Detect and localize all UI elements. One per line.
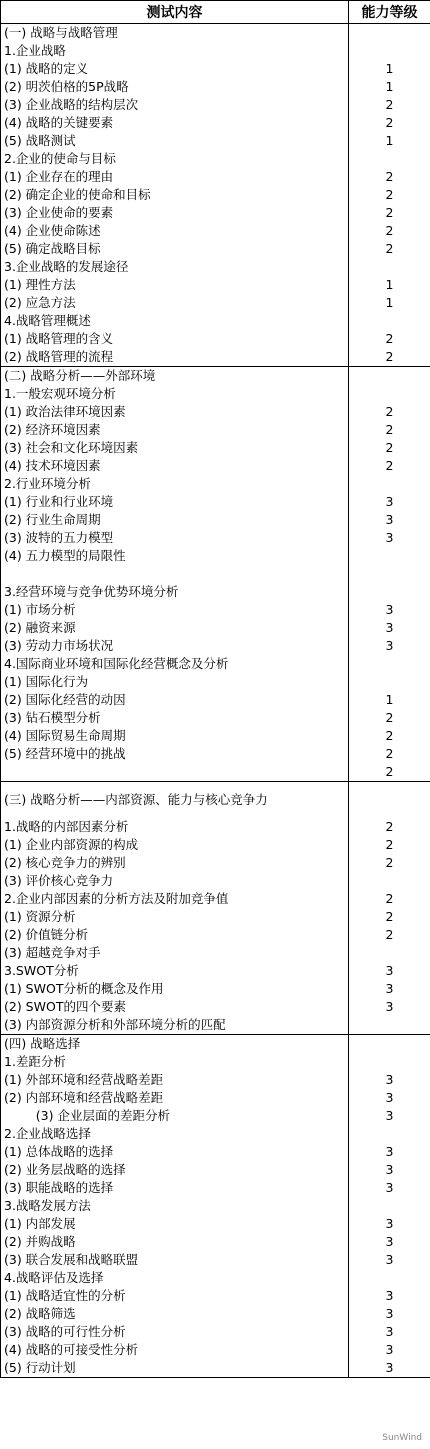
- table-row: [1, 204, 430, 222]
- row-level: 3: [349, 1107, 430, 1125]
- row-content: (2) 并购战略: [1, 1233, 349, 1251]
- table-row: [1, 1016, 430, 1035]
- table-body: [1, 24, 430, 1378]
- row-level: [349, 150, 430, 168]
- row-content: 3.战略发展方法: [1, 1197, 349, 1215]
- table-row: [1, 872, 430, 890]
- row-content: 3.SWOT分析: [1, 962, 349, 980]
- row-content: (4) 五力模型的局限性: [1, 547, 349, 565]
- row-level: 3: [349, 1161, 430, 1179]
- row-content: (3) 内部资源分析和外部环境分析的匹配: [1, 1016, 349, 1035]
- table-row: [1, 1251, 430, 1269]
- row-level: 1: [349, 276, 430, 294]
- table-row: [1, 1233, 430, 1251]
- row-level: 3: [349, 980, 430, 998]
- table-row: [1, 1197, 430, 1215]
- row-content: (3) 评价核心竞争力: [1, 872, 349, 890]
- table-row: [1, 565, 430, 583]
- row-content: (5) 确定战略目标: [1, 240, 349, 258]
- table-row: [1, 1287, 430, 1305]
- row-content: (5) 行动计划: [1, 1359, 349, 1378]
- table-row: [1, 890, 430, 908]
- row-content: (1) 企业存在的理由: [1, 168, 349, 186]
- row-content: (3) 联合发展和战略联盟: [1, 1251, 349, 1269]
- row-level: [349, 583, 430, 601]
- row-content: 4.战略管理概述: [1, 312, 349, 330]
- table-row: [1, 709, 430, 727]
- row-level: 3: [349, 1143, 430, 1161]
- table-row: [1, 96, 430, 114]
- row-level: 2: [349, 168, 430, 186]
- row-level: 2: [349, 240, 430, 258]
- row-content: (二) 战略分析——外部环境: [1, 367, 349, 386]
- row-level: 3: [349, 1233, 430, 1251]
- row-content: (一) 战略与战略管理: [1, 24, 349, 43]
- row-level: 3: [349, 1323, 430, 1341]
- row-level: 2: [349, 186, 430, 204]
- row-content: 3.经营环境与竞争优势环境分析: [1, 583, 349, 601]
- row-content: (2) SWOT的四个要素: [1, 998, 349, 1016]
- table-row: [1, 475, 430, 493]
- table-row: [1, 1107, 430, 1125]
- table-row: [1, 367, 430, 386]
- table-row: [1, 673, 430, 691]
- table-row: [1, 186, 430, 204]
- row-level: 2: [349, 908, 430, 926]
- table-row: [1, 78, 430, 96]
- row-content: (1) SWOT分析的概念及作用: [1, 980, 349, 998]
- table-row: [1, 457, 430, 475]
- table-row: [1, 1341, 430, 1359]
- table-row: [1, 276, 430, 294]
- header-content: 测试内容: [1, 1, 349, 24]
- table-row: [1, 1143, 430, 1161]
- row-level: [349, 385, 430, 403]
- row-content: (2) 内部环境和经营战略差距: [1, 1089, 349, 1107]
- row-level: 2: [349, 890, 430, 908]
- table-row: [1, 511, 430, 529]
- row-level: 2: [349, 330, 430, 348]
- table-header-row: [1, 1, 430, 24]
- row-level: [349, 475, 430, 493]
- row-level: 2: [349, 763, 430, 782]
- table-row: [1, 818, 430, 836]
- row-level: [349, 872, 430, 890]
- row-level: 1: [349, 691, 430, 709]
- table-row: [1, 1161, 430, 1179]
- table-row: [1, 1035, 430, 1054]
- table-row: [1, 854, 430, 872]
- table-row: [1, 168, 430, 186]
- row-level: [349, 1035, 430, 1054]
- row-level: 3: [349, 601, 430, 619]
- row-level: 2: [349, 439, 430, 457]
- table-row: [1, 403, 430, 421]
- row-level: 3: [349, 1251, 430, 1269]
- table-row: [1, 763, 430, 782]
- table-row: [1, 330, 430, 348]
- table-row: [1, 421, 430, 439]
- row-content: 3.企业战略的发展途径: [1, 258, 349, 276]
- row-content: 4.国际商业环境和国际化经营概念及分析: [1, 655, 349, 673]
- table-row: [1, 583, 430, 601]
- row-content: 2.行业环境分析: [1, 475, 349, 493]
- table-row: [1, 222, 430, 240]
- table-row: [1, 619, 430, 637]
- table-row: [1, 926, 430, 944]
- row-content: (2) 行业生命周期: [1, 511, 349, 529]
- table-row: [1, 348, 430, 367]
- row-level: [349, 655, 430, 673]
- row-level: [349, 312, 430, 330]
- table-row: [1, 1179, 430, 1197]
- row-level: 2: [349, 457, 430, 475]
- row-content: (4) 国际贸易生命周期: [1, 727, 349, 745]
- row-level: 2: [349, 709, 430, 727]
- row-level: 3: [349, 1071, 430, 1089]
- table-row: [1, 637, 430, 655]
- row-content: (3) 职能战略的选择: [1, 1179, 349, 1197]
- table-row: [1, 1125, 430, 1143]
- row-level: 2: [349, 421, 430, 439]
- row-content: [1, 763, 349, 782]
- table-row: [1, 1071, 430, 1089]
- row-level: [349, 258, 430, 276]
- row-level: 3: [349, 529, 430, 547]
- row-level: [349, 1269, 430, 1287]
- row-content: (3) 战略的可行性分析: [1, 1323, 349, 1341]
- row-content: [1, 565, 349, 583]
- row-content: 1.战略的内部因素分析: [1, 818, 349, 836]
- row-content: 1.企业战略: [1, 42, 349, 60]
- row-content: 2.企业战略选择: [1, 1125, 349, 1143]
- header-level: 能力等级: [349, 1, 430, 24]
- table-row: [1, 962, 430, 980]
- row-content: (2) 战略筛选: [1, 1305, 349, 1323]
- table-row: [1, 132, 430, 150]
- row-content: (4) 技术环境因素: [1, 457, 349, 475]
- row-level: 3: [349, 1089, 430, 1107]
- row-content: (1) 企业内部资源的构成: [1, 836, 349, 854]
- table-row: [1, 150, 430, 168]
- row-level: 2: [349, 403, 430, 421]
- table-row: [1, 727, 430, 745]
- row-level: 1: [349, 60, 430, 78]
- row-level: 3: [349, 1341, 430, 1359]
- row-level: 2: [349, 727, 430, 745]
- row-level: 1: [349, 132, 430, 150]
- table-row: [1, 782, 430, 819]
- row-content: (2) 经济环境因素: [1, 421, 349, 439]
- table-row: [1, 998, 430, 1016]
- row-level: 2: [349, 222, 430, 240]
- table-row: [1, 1359, 430, 1378]
- row-level: 2: [349, 836, 430, 854]
- table-row: [1, 385, 430, 403]
- row-level: 3: [349, 962, 430, 980]
- table-row: [1, 439, 430, 457]
- row-level: 3: [349, 1179, 430, 1197]
- row-content: (1) 理性方法: [1, 276, 349, 294]
- row-level: 2: [349, 818, 430, 836]
- row-level: 1: [349, 294, 430, 312]
- row-content: (三) 战略分析——内部资源、能力与核心竞争力: [1, 782, 349, 819]
- row-content: (3) 企业使命的要素: [1, 204, 349, 222]
- row-content: (2) 价值链分析: [1, 926, 349, 944]
- row-level: [349, 1125, 430, 1143]
- row-level: [349, 565, 430, 583]
- table-row: [1, 908, 430, 926]
- table-row: [1, 312, 430, 330]
- row-content: (2) 明茨伯格的5P战略: [1, 78, 349, 96]
- row-content: (5) 经营环境中的挑战: [1, 745, 349, 763]
- table-row: [1, 1323, 430, 1341]
- table-row: [1, 258, 430, 276]
- row-content: (4) 战略的关键要素: [1, 114, 349, 132]
- row-content: (1) 资源分析: [1, 908, 349, 926]
- table-row: [1, 547, 430, 565]
- row-content: (2) 确定企业的使命和目标: [1, 186, 349, 204]
- row-level: [349, 1197, 430, 1215]
- row-content: (3) 劳动力市场状况: [1, 637, 349, 655]
- table-row: [1, 1215, 430, 1233]
- table-row: [1, 114, 430, 132]
- row-content: (1) 内部发展: [1, 1215, 349, 1233]
- row-content: (2) 国际化经营的动因: [1, 691, 349, 709]
- row-level: [349, 42, 430, 60]
- table-row: [1, 745, 430, 763]
- row-level: 3: [349, 493, 430, 511]
- row-level: 1: [349, 78, 430, 96]
- row-level: 2: [349, 348, 430, 367]
- table-row: [1, 60, 430, 78]
- row-level: [349, 367, 430, 386]
- row-level: [349, 944, 430, 962]
- table-row: [1, 529, 430, 547]
- row-content: (4) 企业使命陈述: [1, 222, 349, 240]
- row-level: 3: [349, 511, 430, 529]
- table-row: [1, 42, 430, 60]
- table-row: [1, 493, 430, 511]
- watermark: SunWind: [382, 1433, 422, 1443]
- row-level: 2: [349, 854, 430, 872]
- row-content: (1) 战略适宜性的分析: [1, 1287, 349, 1305]
- table-row: [1, 240, 430, 258]
- row-content: 1.一般宏观环境分析: [1, 385, 349, 403]
- table-row: [1, 691, 430, 709]
- row-content: (1) 战略的定义: [1, 60, 349, 78]
- table-row: [1, 836, 430, 854]
- row-content: (四) 战略选择: [1, 1035, 349, 1054]
- table-row: [1, 1269, 430, 1287]
- row-level: 3: [349, 1359, 430, 1378]
- row-content: (2) 应急方法: [1, 294, 349, 312]
- row-content: (2) 核心竞争力的辨别: [1, 854, 349, 872]
- table-row: [1, 1053, 430, 1071]
- row-content: (3) 波特的五力模型: [1, 529, 349, 547]
- row-level: 3: [349, 1215, 430, 1233]
- row-level: 2: [349, 745, 430, 763]
- table-row: [1, 980, 430, 998]
- row-content: 4.战略评估及选择: [1, 1269, 349, 1287]
- row-level: [349, 1016, 430, 1035]
- row-content: (2) 融资来源: [1, 619, 349, 637]
- row-level: 2: [349, 114, 430, 132]
- row-level: 3: [349, 998, 430, 1016]
- row-content: 2.企业内部因素的分析方法及附加竞争值: [1, 890, 349, 908]
- row-level: [349, 24, 430, 43]
- row-level: [349, 547, 430, 565]
- row-level: 2: [349, 96, 430, 114]
- row-content: (1) 政治法律环境因素: [1, 403, 349, 421]
- row-level: [349, 782, 430, 819]
- row-level: [349, 1053, 430, 1071]
- row-content: (1) 行业和行业环境: [1, 493, 349, 511]
- row-content: (2) 业务层战略的选择: [1, 1161, 349, 1179]
- row-content: (1) 市场分析: [1, 601, 349, 619]
- row-content: (3) 钻石模型分析: [1, 709, 349, 727]
- row-content: (1) 外部环境和经营战略差距: [1, 1071, 349, 1089]
- table-row: [1, 24, 430, 43]
- row-level: 3: [349, 1305, 430, 1323]
- row-content: (4) 战略的可接受性分析: [1, 1341, 349, 1359]
- row-content: (3) 企业层面的差距分析: [1, 1107, 349, 1125]
- row-content: (1) 总体战略的选择: [1, 1143, 349, 1161]
- row-content: 2.企业的使命与目标: [1, 150, 349, 168]
- row-level: [349, 673, 430, 691]
- row-content: (3) 超越竞争对手: [1, 944, 349, 962]
- row-content: (3) 企业战略的结构层次: [1, 96, 349, 114]
- row-content: (5) 战略测试: [1, 132, 349, 150]
- table-row: [1, 294, 430, 312]
- row-content: (1) 国际化行为: [1, 673, 349, 691]
- table-row: [1, 655, 430, 673]
- table-row: [1, 1305, 430, 1323]
- table-row: [1, 1089, 430, 1107]
- row-level: 2: [349, 926, 430, 944]
- table-row: [1, 601, 430, 619]
- row-level: 2: [349, 204, 430, 222]
- row-content: (3) 社会和文化环境因素: [1, 439, 349, 457]
- row-level: 3: [349, 637, 430, 655]
- row-content: 1.差距分析: [1, 1053, 349, 1071]
- table-row: [1, 944, 430, 962]
- row-content: (1) 战略管理的含义: [1, 330, 349, 348]
- row-level: 3: [349, 619, 430, 637]
- row-content: (2) 战略管理的流程: [1, 348, 349, 367]
- row-level: 3: [349, 1287, 430, 1305]
